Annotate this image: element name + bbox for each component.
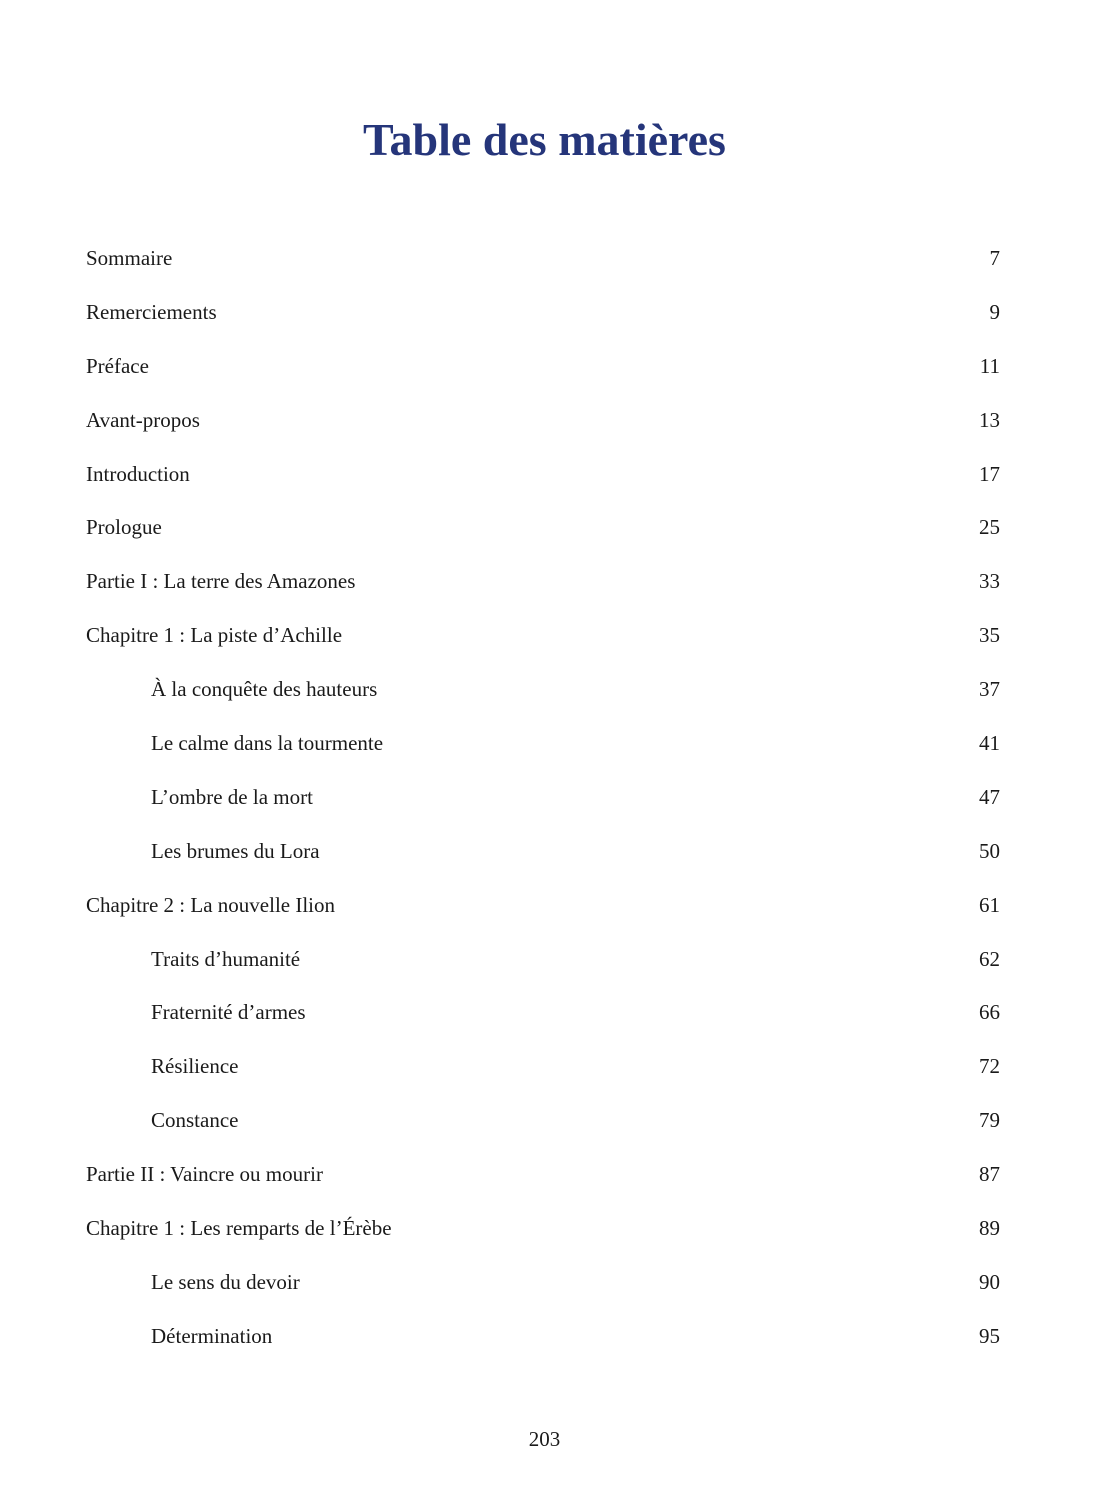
toc-entry-label: Constance bbox=[151, 1108, 239, 1133]
toc-entry-label: Partie I : La terre des Amazones bbox=[86, 569, 356, 594]
toc-entry-page-number: 47 bbox=[979, 784, 1000, 809]
toc-entry-label: Chapitre 1 : Les remparts de l’Érèbe bbox=[86, 1216, 392, 1241]
toc-entry-page-number: 87 bbox=[979, 1162, 1000, 1187]
toc-entry-page-number: 62 bbox=[979, 946, 1000, 971]
toc-entry-page-number: 11 bbox=[979, 353, 1000, 378]
page-title: Table des matières bbox=[363, 114, 726, 165]
toc-entry bbox=[86, 1206, 1000, 1260]
table-of-contents bbox=[86, 236, 1000, 1368]
toc-entry bbox=[86, 1152, 1000, 1206]
toc-subentry bbox=[86, 829, 1000, 883]
toc-entry bbox=[86, 236, 1000, 290]
toc-entry-page-number: 9 bbox=[989, 299, 1000, 324]
toc-entry-label: Préface bbox=[86, 353, 149, 378]
toc-subentry bbox=[86, 990, 1000, 1044]
toc-entry-page-number: 41 bbox=[979, 731, 1000, 756]
toc-entry-label: Résilience bbox=[151, 1054, 239, 1079]
toc-subentry bbox=[86, 937, 1000, 991]
toc-subentry bbox=[86, 775, 1000, 829]
toc-entry-label: Le sens du devoir bbox=[151, 1269, 300, 1294]
toc-entry-label: Avant-propos bbox=[86, 407, 200, 432]
toc-entry-page-number: 79 bbox=[979, 1108, 1000, 1133]
toc-entry bbox=[86, 613, 1000, 667]
toc-entry-label: Sommaire bbox=[86, 246, 173, 270]
page-number-footer: 203 bbox=[528, 1427, 561, 1451]
toc-entry-label: Traits d’humanité bbox=[151, 946, 301, 971]
toc-entry-label: À la conquête des hauteurs bbox=[151, 677, 378, 702]
toc-subentry bbox=[86, 1044, 1000, 1098]
toc-entry-page-number: 90 bbox=[979, 1269, 1000, 1294]
toc-entry-label: Partie II : Vaincre ou mourir bbox=[86, 1162, 323, 1187]
toc-entry-label: Remerciements bbox=[86, 299, 217, 324]
toc-entry bbox=[86, 398, 1000, 452]
toc-subentry bbox=[86, 721, 1000, 775]
toc-entry-label: Chapitre 2 : La nouvelle Ilion bbox=[86, 892, 336, 917]
toc-subentry bbox=[86, 1314, 1000, 1368]
toc-entry-page-number: 72 bbox=[979, 1054, 1000, 1079]
toc-entry bbox=[86, 883, 1000, 937]
toc-entry-page-number: 95 bbox=[979, 1323, 1000, 1348]
toc-entry-label: L’ombre de la mort bbox=[151, 784, 313, 809]
toc-subentry bbox=[86, 1098, 1000, 1152]
toc-entry-label: Détermination bbox=[151, 1323, 273, 1348]
toc-entry-page-number: 61 bbox=[979, 892, 1000, 917]
toc-entry-page-number: 66 bbox=[979, 1000, 1000, 1025]
toc-entry-label: Les brumes du Lora bbox=[151, 838, 320, 863]
toc-entry-page-number: 13 bbox=[979, 407, 1000, 432]
toc-subentry bbox=[86, 667, 1000, 721]
toc-entry bbox=[86, 559, 1000, 613]
toc-entry-page-number: 7 bbox=[989, 246, 1000, 270]
toc-entry-page-number: 33 bbox=[979, 569, 1000, 594]
toc-entry-page-number: 25 bbox=[979, 515, 1000, 540]
toc-entry bbox=[86, 452, 1000, 506]
toc-entry-page-number: 17 bbox=[979, 461, 1000, 486]
toc-subentry bbox=[86, 1260, 1000, 1314]
toc-entry-label: Fraternité d’armes bbox=[151, 1000, 306, 1025]
toc-entry-page-number: 37 bbox=[979, 677, 1000, 702]
toc-entry bbox=[86, 290, 1000, 344]
toc-entry-label: Introduction bbox=[86, 461, 190, 486]
toc-entry-page-number: 35 bbox=[979, 623, 1000, 648]
toc-entry-label: Prologue bbox=[86, 515, 162, 540]
toc-entry-page-number: 89 bbox=[979, 1216, 1000, 1241]
toc-entry-label: Chapitre 1 : La piste d’Achille bbox=[86, 623, 343, 648]
toc-entry-label: Le calme dans la tourmente bbox=[151, 731, 384, 756]
toc-entry-page-number: 50 bbox=[979, 838, 1000, 863]
toc-entry bbox=[86, 344, 1000, 398]
toc-entry bbox=[86, 505, 1000, 559]
